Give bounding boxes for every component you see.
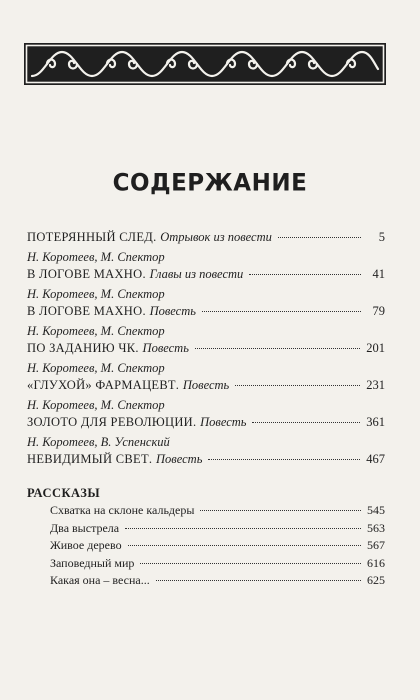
entry-page: 361 — [366, 415, 385, 429]
entry-genre: Повесть — [200, 415, 247, 429]
entry-author: Н. Коротеев, М. Спектор — [27, 250, 165, 264]
entry-genre: Повесть — [156, 452, 203, 466]
toc-entry — [27, 434, 385, 468]
contents-list — [27, 229, 385, 590]
toc-entry — [27, 286, 385, 320]
story-line — [50, 572, 385, 590]
dot-leader — [140, 563, 361, 564]
toc-entry — [27, 360, 385, 394]
entry-author: Н. Коротеев, М. Спектор — [27, 324, 165, 338]
ornament-border-icon — [24, 43, 386, 85]
stories-heading: РАССКАЗЫ — [27, 486, 101, 500]
toc-entry — [27, 249, 385, 283]
toc-line — [27, 451, 385, 468]
title-period: . — [142, 304, 146, 318]
toc-line — [27, 229, 385, 246]
entry-title: В ЛОГОВЕ МАХНО — [27, 267, 143, 281]
dot-leader — [208, 459, 360, 460]
entry-author: Н. Коротеев, М. Спектор — [27, 361, 165, 375]
entry-title: В ЛОГОВЕ МАХНО — [27, 304, 143, 318]
dot-leader — [202, 311, 361, 312]
title-period: . — [142, 267, 146, 281]
title-period: . — [148, 452, 153, 466]
title-period: . — [135, 341, 139, 355]
story-title: Два выстрела — [50, 520, 120, 535]
story-page: 616 — [367, 555, 385, 570]
toc-line — [27, 266, 385, 283]
entry-title: ПОТЕРЯННЫЙ СЛЕД — [27, 230, 154, 244]
entry-page: 201 — [366, 341, 385, 355]
toc-line — [27, 377, 385, 394]
entry-author: Н. Коротеев, М. Спектор — [27, 398, 165, 412]
entry-title: «ГЛУХОЙ» ФАРМАЦЕВТ — [27, 378, 176, 392]
entry-title: ПО ЗАДАНИЮ ЧК — [27, 341, 136, 355]
dot-leader — [249, 274, 361, 275]
story-title: Заповедный мир — [50, 555, 135, 570]
toc-line — [27, 414, 385, 431]
dot-leader — [156, 580, 361, 581]
story-page: 625 — [367, 573, 385, 587]
story-line — [50, 502, 385, 520]
dot-leader — [278, 237, 361, 238]
title-period: . — [175, 378, 179, 392]
title-period: . — [153, 230, 157, 244]
toc-entry — [27, 229, 385, 246]
toc-entry — [27, 397, 385, 431]
stories-list — [27, 502, 385, 590]
entry-genre: Главы из повести — [149, 267, 244, 281]
dot-leader — [128, 545, 361, 546]
entry-title: ЗОЛОТО ДЛЯ РЕВОЛЮЦИИ — [27, 415, 193, 429]
story-page: 563 — [367, 520, 385, 535]
story-line — [50, 520, 385, 538]
entry-page: 467 — [366, 452, 385, 466]
story-line — [50, 555, 385, 573]
entry-page: 5 — [378, 230, 385, 244]
story-line — [50, 537, 385, 555]
story-page: 545 — [367, 503, 385, 517]
dot-leader — [200, 510, 361, 511]
entry-genre: Отрывок из повести — [160, 230, 272, 244]
entry-genre: Повесть — [182, 378, 230, 392]
entry-title: НЕВИДИМЫЙ СВЕТ — [27, 452, 149, 466]
dot-leader — [252, 422, 360, 423]
toc-line — [27, 340, 385, 357]
entry-genre: Повесть — [149, 304, 196, 318]
entry-page: 79 — [372, 304, 385, 318]
entry-page: 231 — [366, 378, 385, 392]
story-title: Схватка на склоне кальдеры — [50, 503, 195, 517]
entry-author: Н. Коротеев, М. Спектор — [27, 287, 165, 301]
entry-genre: Повесть — [142, 341, 189, 355]
toc-line — [27, 303, 385, 320]
dot-leader — [235, 385, 360, 386]
story-page: 567 — [367, 538, 385, 552]
story-title: Какая она – весна... — [50, 573, 150, 587]
page-title: СОДЕРЖАНИЕ — [112, 169, 308, 197]
toc-entry — [27, 323, 385, 357]
entry-page: 41 — [372, 267, 385, 281]
title-period: . — [193, 415, 197, 429]
entry-author: Н. Коротеев, В. Успенский — [27, 435, 170, 449]
story-title: Живое дерево — [50, 538, 122, 552]
dot-leader — [125, 528, 361, 529]
dot-leader — [195, 348, 360, 349]
